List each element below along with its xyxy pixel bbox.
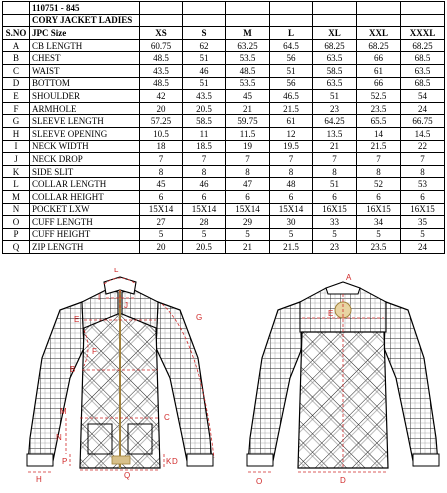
measurement-cell: 7 <box>313 153 357 166</box>
label-E: E <box>328 309 334 318</box>
column-header-size: M <box>226 27 270 40</box>
measurement-cell: 22 <box>401 140 445 153</box>
measurement-cell: 15X14 <box>270 203 313 216</box>
row-code: A <box>3 39 30 52</box>
measurement-cell: 7 <box>183 153 226 166</box>
measurement-cell: 21.5 <box>270 102 313 115</box>
empty-cell <box>140 14 183 27</box>
measurement-cell: 20 <box>140 102 183 115</box>
measurement-cell: 8 <box>183 165 226 178</box>
row-code: M <box>3 190 30 203</box>
column-header-size: XXL <box>357 27 401 40</box>
measurement-cell: 63.5 <box>401 64 445 77</box>
column-header-size: L <box>270 27 313 40</box>
table-row <box>3 90 445 103</box>
measurement-cell: 24 <box>401 102 445 115</box>
measurement-cell: 20.5 <box>183 102 226 115</box>
measurement-cell: 68.25 <box>313 39 357 52</box>
measurement-cell: 15X14 <box>183 203 226 216</box>
measurement-cell: 47 <box>226 178 270 191</box>
measurement-cell: 45 <box>226 90 270 103</box>
measurement-cell: 33 <box>313 216 357 229</box>
measurement-cell: 35 <box>401 216 445 229</box>
table-row <box>3 102 445 115</box>
table-row <box>3 190 445 203</box>
measurement-cell: 58.5 <box>183 115 226 128</box>
row-code: F <box>3 102 30 115</box>
table-row <box>3 178 445 191</box>
empty-cell <box>140 2 183 15</box>
measurement-cell: 68.5 <box>401 52 445 65</box>
measurement-cell: 6 <box>401 190 445 203</box>
measurement-cell: 51 <box>183 77 226 90</box>
measurement-cell: 5 <box>313 228 357 241</box>
measurement-cell: 14 <box>357 127 401 140</box>
measurement-cell: 15X14 <box>226 203 270 216</box>
measurement-cell: 5 <box>270 228 313 241</box>
measurement-cell: 12 <box>270 127 313 140</box>
measurement-cell: 30 <box>270 216 313 229</box>
label-H: H <box>36 475 42 484</box>
measurement-cell: 46 <box>183 64 226 77</box>
measurement-cell: 58.5 <box>313 64 357 77</box>
table-row <box>3 228 445 241</box>
measurement-cell: 51 <box>313 178 357 191</box>
back-left-cuff <box>247 454 273 466</box>
measurement-cell: 61 <box>270 115 313 128</box>
row-description: ARMHOLE <box>30 102 140 115</box>
measurement-cell: 48 <box>270 178 313 191</box>
column-header-size: XXXL <box>401 27 445 40</box>
measurement-cell: 23.5 <box>357 241 401 254</box>
empty-cell <box>3 14 30 27</box>
row-code: G <box>3 115 30 128</box>
measurement-cell: 21 <box>313 140 357 153</box>
measurement-cell: 68.25 <box>401 39 445 52</box>
front-right-cuff <box>187 454 213 466</box>
size-spec-table <box>2 1 445 254</box>
measurement-cell: 15X14 <box>140 203 183 216</box>
measurement-cell: 63.25 <box>226 39 270 52</box>
measurement-cell: 5 <box>226 228 270 241</box>
measurement-cell: 34 <box>357 216 401 229</box>
measurement-cell: 18 <box>140 140 183 153</box>
measurement-cell: 52 <box>357 178 401 191</box>
row-code: J <box>3 153 30 166</box>
measurement-cell: 8 <box>226 165 270 178</box>
measurement-cell: 42 <box>140 90 183 103</box>
label-E: E <box>74 315 80 324</box>
back-left-sleeve <box>248 302 302 466</box>
empty-cell <box>3 2 30 15</box>
measurement-cell: 53 <box>401 178 445 191</box>
measurement-cell: 68.5 <box>401 77 445 90</box>
row-code: H <box>3 127 30 140</box>
label-M: M <box>60 407 67 416</box>
label-I: I <box>98 293 101 302</box>
row-code: B <box>3 52 30 65</box>
back-right-cuff <box>413 454 439 466</box>
empty-cell <box>183 14 226 27</box>
measurement-cell: 43.5 <box>140 64 183 77</box>
measurement-cell: 8 <box>313 165 357 178</box>
empty-cell <box>183 2 226 15</box>
measurement-cell: 59.75 <box>226 115 270 128</box>
label-C: C <box>164 413 170 422</box>
measurement-cell: 7 <box>140 153 183 166</box>
measurement-cell: 7 <box>226 153 270 166</box>
label-G: G <box>196 313 203 322</box>
measurement-cell: 28 <box>183 216 226 229</box>
measurement-cell: 24 <box>401 241 445 254</box>
measurement-cell: 46.5 <box>270 90 313 103</box>
label-D: D <box>340 476 346 485</box>
table-row <box>3 203 445 216</box>
row-description: WAIST <box>30 64 140 77</box>
measurement-cell: 20.5 <box>183 241 226 254</box>
row-description: SLEEVE OPENING <box>30 127 140 140</box>
measurement-cell: 7 <box>357 153 401 166</box>
table-row <box>3 64 445 77</box>
measurement-cell: 61 <box>357 64 401 77</box>
row-description: SHOULDER <box>30 90 140 103</box>
measurement-cell: 8 <box>140 165 183 178</box>
label-Q: Q <box>124 471 131 480</box>
column-header-size: S <box>183 27 226 40</box>
measurement-cell: 43.5 <box>183 90 226 103</box>
front-right-sleeve <box>156 302 212 466</box>
label-B: B <box>70 365 76 374</box>
measurement-cell: 19.5 <box>270 140 313 153</box>
measurement-cell: 10.5 <box>140 127 183 140</box>
table-row <box>3 140 445 153</box>
measurement-cell: 11.5 <box>226 127 270 140</box>
bottom-trim <box>112 456 130 464</box>
measurement-cell: 56 <box>270 52 313 65</box>
measurement-cell: 18.5 <box>183 140 226 153</box>
measurement-cell: 8 <box>401 165 445 178</box>
empty-cell <box>357 2 401 15</box>
label-O: O <box>256 477 263 486</box>
measurement-cell: 11 <box>183 127 226 140</box>
measurement-cell: 16X15 <box>401 203 445 216</box>
row-description: CUFF LENGTH <box>30 216 140 229</box>
measurement-cell: 53.5 <box>226 77 270 90</box>
table-row <box>3 52 445 65</box>
measurement-cell: 63.5 <box>313 77 357 90</box>
measurement-cell: 6 <box>313 190 357 203</box>
measurement-cell: 54 <box>401 90 445 103</box>
measurement-cell: 20 <box>140 241 183 254</box>
measurement-cell: 19 <box>226 140 270 153</box>
row-description: CB LENGTH <box>30 39 140 52</box>
row-description: NECK WIDTH <box>30 140 140 153</box>
row-description: CUFF HEIGHT <box>30 228 140 241</box>
measurement-cell: 51 <box>183 52 226 65</box>
sheet-title: CORY JACKET LADIES <box>30 14 140 27</box>
label-F: F <box>92 347 97 356</box>
label-J: J <box>124 301 128 310</box>
measurement-cell: 65.5 <box>357 115 401 128</box>
measurement-cell: 5 <box>183 228 226 241</box>
measurement-cell: 6 <box>183 190 226 203</box>
empty-cell <box>313 14 357 27</box>
measurement-cell: 23 <box>313 241 357 254</box>
measurement-cell: 21 <box>226 102 270 115</box>
measurement-cell: 48.5 <box>140 52 183 65</box>
measurement-cell: 5 <box>401 228 445 241</box>
style-code: 110751 - 845 <box>30 2 140 15</box>
empty-cell <box>270 2 313 15</box>
measurement-cell: 56 <box>270 77 313 90</box>
empty-cell <box>401 14 445 27</box>
measurement-cell: 66.75 <box>401 115 445 128</box>
measurement-cell: 21 <box>226 241 270 254</box>
column-header-size: XL <box>313 27 357 40</box>
measurement-cell: 29 <box>226 216 270 229</box>
measurement-cell: 62 <box>183 39 226 52</box>
label-D: D <box>172 457 178 466</box>
jacket-technical-sketch <box>0 268 447 493</box>
measurement-cell: 63.5 <box>313 52 357 65</box>
measurement-cell: 13.5 <box>313 127 357 140</box>
measurement-cell: 23.5 <box>357 102 401 115</box>
measurement-cell: 6 <box>357 190 401 203</box>
measurement-cell: 21.5 <box>270 241 313 254</box>
empty-cell <box>313 2 357 15</box>
measurement-cell: 16X15 <box>313 203 357 216</box>
measurement-cell: 51 <box>270 64 313 77</box>
measurement-cell: 57.25 <box>140 115 183 128</box>
measurement-cell: 16X15 <box>357 203 401 216</box>
row-description: SLEEVE LENGTH <box>30 115 140 128</box>
row-code: O <box>3 216 30 229</box>
measurement-cell: 5 <box>140 228 183 241</box>
row-description: SIDE SLIT <box>30 165 140 178</box>
measurement-cell: 48.5 <box>226 64 270 77</box>
table-row <box>3 241 445 254</box>
row-code: Q <box>3 241 30 254</box>
measurement-cell: 7 <box>401 153 445 166</box>
label-A: A <box>346 273 352 282</box>
row-code: P <box>3 228 30 241</box>
table-row <box>3 77 445 90</box>
measurement-cell: 6 <box>270 190 313 203</box>
row-code: N <box>3 203 30 216</box>
row-code: D <box>3 77 30 90</box>
measurement-cell: 14.5 <box>401 127 445 140</box>
label-N: N <box>56 433 62 442</box>
empty-cell <box>401 2 445 15</box>
measurement-cell: 46 <box>183 178 226 191</box>
row-description: COLLAR HEIGHT <box>30 190 140 203</box>
measurement-cell: 6 <box>140 190 183 203</box>
measurement-cell: 8 <box>357 165 401 178</box>
measurement-cell: 66 <box>357 77 401 90</box>
measurement-cell: 68.25 <box>357 39 401 52</box>
row-code: K <box>3 165 30 178</box>
empty-cell <box>226 2 270 15</box>
row-description: COLLAR LENGTH <box>30 178 140 191</box>
measurement-cell: 60.75 <box>140 39 183 52</box>
row-code: E <box>3 90 30 103</box>
label-L: L <box>114 268 119 274</box>
front-left-cuff <box>27 454 53 466</box>
label-K: K <box>166 457 172 466</box>
measurement-cell: 23 <box>313 102 357 115</box>
column-header-sno: S.NO <box>3 27 30 40</box>
table-row <box>3 153 445 166</box>
measurement-cell: 7 <box>270 153 313 166</box>
row-description: CHEST <box>30 52 140 65</box>
empty-cell <box>357 14 401 27</box>
row-description: BOTTOM <box>30 77 140 90</box>
front-view <box>27 268 214 484</box>
row-code: L <box>3 178 30 191</box>
measurement-cell: 45 <box>140 178 183 191</box>
back-collar <box>326 282 360 294</box>
measurement-cell: 6 <box>226 190 270 203</box>
measurement-cell: 21.5 <box>357 140 401 153</box>
measurement-cell: 8 <box>270 165 313 178</box>
table-row <box>3 165 445 178</box>
row-code: I <box>3 140 30 153</box>
row-description: NECK DROP <box>30 153 140 166</box>
measurement-cell: 48.5 <box>140 77 183 90</box>
measurement-cell: 51 <box>313 90 357 103</box>
row-code: C <box>3 64 30 77</box>
column-header-jpc: JPC Size <box>30 27 140 40</box>
measurement-cell: 64.5 <box>270 39 313 52</box>
table-row <box>3 127 445 140</box>
measurement-cell: 66 <box>357 52 401 65</box>
row-description: ZIP LENGTH <box>30 241 140 254</box>
measurement-cell: 5 <box>357 228 401 241</box>
measurement-cell: 64.25 <box>313 115 357 128</box>
measurement-cell: 52.5 <box>357 90 401 103</box>
back-right-sleeve <box>384 302 438 466</box>
measurement-cell: 53.5 <box>226 52 270 65</box>
column-header-row <box>3 27 445 40</box>
label-P: P <box>62 457 68 466</box>
table-row <box>3 39 445 52</box>
measurement-cell: 27 <box>140 216 183 229</box>
empty-cell <box>226 14 270 27</box>
table-row <box>3 115 445 128</box>
table-row <box>3 216 445 229</box>
empty-cell <box>270 14 313 27</box>
back-view <box>247 273 439 486</box>
row-description: POCKET LXW <box>30 203 140 216</box>
column-header-size: XS <box>140 27 183 40</box>
